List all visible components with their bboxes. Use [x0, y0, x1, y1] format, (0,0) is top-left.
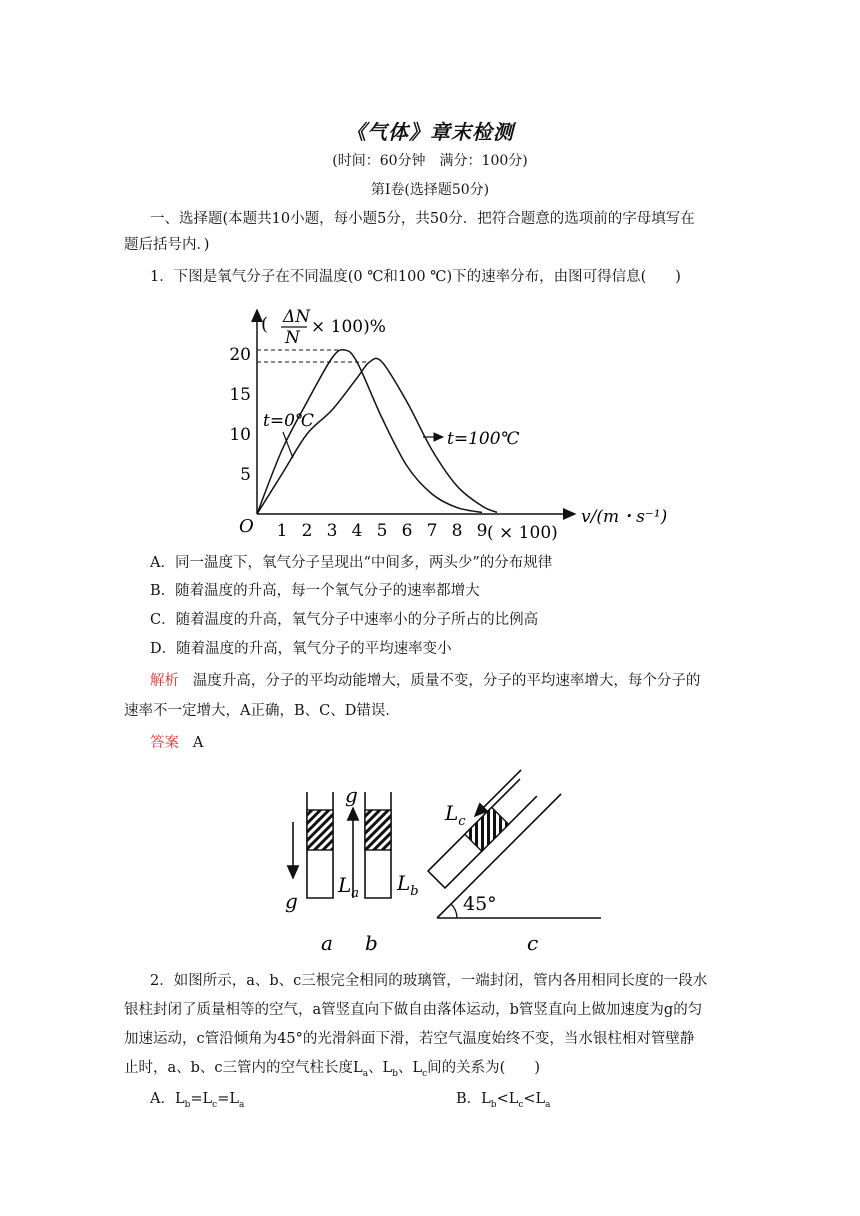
q1-answer-line — [150, 730, 203, 756]
incline-c — [437, 794, 601, 918]
tube-b — [365, 792, 391, 898]
section-intro-line1: 一、选择题(本题共10小题，每小题5分，共50分．把符合题意的选项前的字母填写在 — [150, 211, 695, 227]
g-label-a: g — [285, 889, 298, 913]
y-tick-label: 15 — [229, 385, 251, 405]
series-1-label: t=100℃ — [447, 429, 520, 449]
x-axis-label: v/(m・s⁻¹) — [581, 507, 668, 527]
tube-a — [307, 792, 333, 898]
origin-label: O — [239, 516, 254, 537]
arrow-slide-c — [475, 770, 521, 816]
q1-analysis-line2: 速率不一定增大，A正确，B、C、D错误． — [124, 703, 400, 719]
x-tick-label: 2 — [301, 521, 313, 541]
analysis-label: 解析 — [150, 673, 179, 689]
Lc-label: $L_c$ — [445, 801, 466, 829]
angle-label: 45° — [463, 893, 497, 915]
y-axis-paren: ( — [261, 314, 269, 335]
mercury-column-c — [465, 807, 509, 851]
caption-c: c — [527, 931, 539, 955]
x-tick-label: 6 — [401, 521, 413, 541]
q2-line4: 止时，a、b、c三管内的空气柱长度$L_a$、$L_b$、$L_c$间的关系为( ) — [124, 1060, 540, 1079]
y-tick-label: 5 — [240, 465, 251, 485]
q2-option-b: B．$L_b<L_c<L_a$ — [456, 1091, 551, 1110]
q2-line1: 2．如图所示，a、b、c三根完全相同的玻璃管，一端封闭，管内各用相同长度的一段水 — [150, 973, 708, 989]
q1-option-d: D．随着温度的升高，氧气分子的平均速率变小 — [150, 641, 452, 657]
analysis-text: 温度升高，分子的平均动能增大，质量不变，分子的平均速率增大，每个分子的 — [192, 673, 701, 689]
answer-label: 答案 — [150, 735, 179, 751]
mercury-column-a — [307, 810, 333, 850]
q2-option-a: A．$L_b=L_c=L_a$ — [150, 1091, 245, 1110]
x-tick-label: 5 — [376, 521, 388, 541]
answer-value: A — [192, 735, 204, 751]
q1-option-c: C．随着温度的升高，氧气分子中速率小的分子所占的比例高 — [150, 612, 539, 628]
caption-a: a — [321, 931, 333, 955]
Lb-label: $L_b$ — [397, 871, 419, 899]
y-tick-label: 20 — [229, 345, 251, 365]
q1-option-a: A．同一温度下，氧气分子呈现出“中间多，两头少”的分布规律 — [150, 555, 553, 571]
speed-distribution-chart — [225, 300, 675, 550]
La-label: $L_a$ — [338, 873, 360, 901]
volume-label: 第Ⅰ卷(选择题50分) — [370, 182, 490, 198]
y-axis-label-bottom: N — [285, 328, 300, 348]
x-tick-label: 7 — [426, 521, 438, 541]
page-title: 《气体》章末检测 — [346, 120, 514, 144]
q1-analysis-line1 — [150, 668, 700, 694]
x-multiplier: ( × 100) — [487, 523, 558, 543]
y-axis-label-top: ΔN — [283, 307, 311, 327]
x-tick-label: 8 — [451, 521, 463, 541]
x-tick-label: 9 — [476, 521, 488, 541]
series-0-label: t=0℃ — [263, 411, 314, 431]
x-tick-label: 4 — [351, 521, 363, 541]
q1-option-b: B．随着温度的升高，每一个氧气分子的速率都增大 — [150, 583, 480, 599]
x-tick-label: 1 — [276, 521, 288, 541]
q2-line3: 加速运动，c管沿倾角为45°的光滑斜面下滑，若空气温度始终不变，当水银柱相对管壁静 — [124, 1031, 695, 1047]
g-label-b: g — [345, 783, 358, 807]
time-score-line: (时间：60分钟 满分：100分) — [332, 153, 528, 169]
caption-b: b — [365, 931, 378, 955]
q1-stem: 1．下图是氧气分子在不同温度(0 ℃和100 ℃)下的速率分布，由图可得信息( ) — [150, 269, 681, 285]
mercury-column-b — [365, 810, 391, 850]
section-intro-line2: 题后括号内．) — [124, 237, 210, 253]
y-axis-label-suffix: × 100)% — [311, 317, 386, 337]
q2-line2: 银柱封闭了质量相等的空气，a管竖直向下做自由落体运动，b管竖直向上做加速度为g的匀 — [124, 1002, 703, 1018]
x-tick-label: 3 — [326, 521, 338, 541]
y-tick-label: 10 — [229, 425, 251, 445]
tubes-figure — [275, 760, 615, 960]
